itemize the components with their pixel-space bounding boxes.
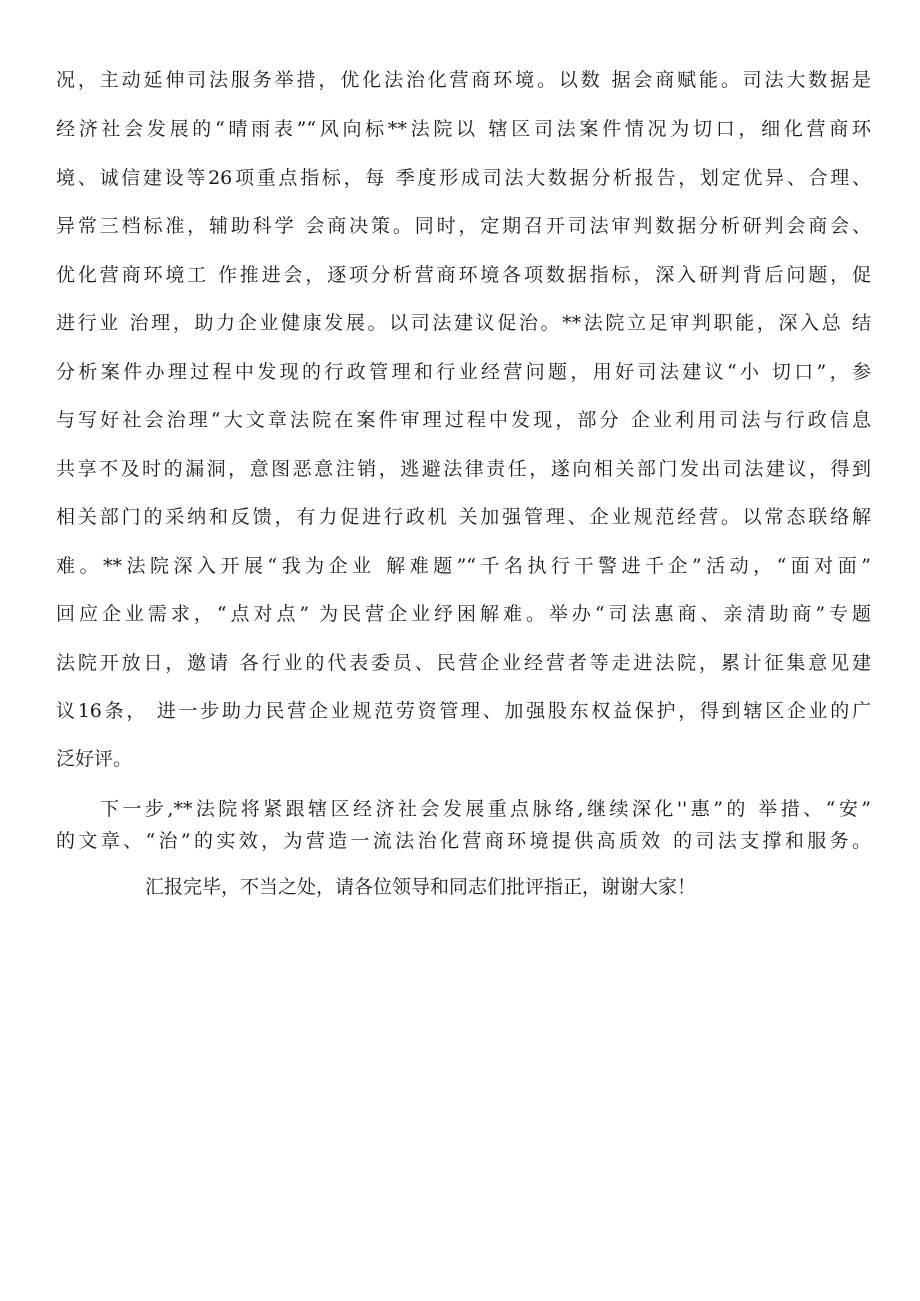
- paragraph-1-line-14: 议16条， 进一步助力民营企业规范劳资管理、加强股东权益保护，得到辖区企业的广: [56, 700, 871, 722]
- paragraph-1-line-9: 共享不及时的漏洞，意图恶意注销，逃避法律责任，遂向相关部门发出司法建议，得到: [56, 458, 871, 480]
- paragraph-1-line-1: 况，主动延伸司法服务举措，优化法治化营商环境。以数 据会商赋能。司法大数据是: [56, 69, 871, 91]
- paragraph-1-line-8: 与写好社会治理“大文章法院在案件审理过程中发现，部分 企业利用司法与行政信息: [56, 409, 871, 431]
- paragraph-1-line-6: 进行业 治理，助力企业健康发展。以司法建议促治。**法院立足审判职能，深入总 结: [56, 312, 871, 334]
- paragraph-1-line-5: 优化营商环境工 作推进会，逐项分析营商环境各项数据指标，深入研判背后问题，促: [56, 264, 871, 286]
- paragraph-1-line-11: 难。**法院深入开展“我为企业 解难题”“千名执行干警进千企”活动，“面对面”: [56, 555, 871, 577]
- closing-remark: 汇报完毕，不当之处，请各位领导和同志们批评指正，谢谢大家！: [145, 876, 697, 898]
- paragraph-2-line-2: 的文章、“治”的实效，为营造一流法治化营商环境提供高质效 的司法支撑和服务。: [56, 830, 871, 852]
- paragraph-1-line-3: 境、诚信建设等26项重点指标，每 季度形成司法大数据分析报告，划定优异、合理、: [56, 167, 871, 189]
- paragraph-1-line-2: 经济社会发展的“晴雨表”“风向标**法院以 辖区司法案件情况为切口，细化营商环: [56, 118, 871, 140]
- paragraph-1-line-15: 泛好评。: [56, 748, 133, 770]
- paragraph-1-line-7: 分析案件办理过程中发现的行政管理和行业经营问题，用好司法建议“小 切口”，参: [56, 361, 871, 383]
- paragraph-1-line-10: 相关部门的采纳和反馈，有力促进行政机 关加强管理、企业规范经营。以常态联络解: [56, 506, 871, 528]
- paragraph-1-line-13: 法院开放日，邀请 各行业的代表委员、民营企业经营者等走进法院，累计征集意见建: [56, 652, 871, 674]
- paragraph-1-line-12: 回应企业需求，“点对点” 为民营企业纾困解难。举办“司法惠商、亲清助商”专题: [56, 603, 871, 625]
- paragraph-1-line-4: 异常三档标准，辅助科学 会商决策。同时，定期召开司法审判数据分析研判会商会、: [56, 215, 871, 237]
- paragraph-2-line-1: 下一步,**法院将紧跟辖区经济社会发展重点脉络,继续深化''惠”的 举措、“安”: [100, 798, 871, 820]
